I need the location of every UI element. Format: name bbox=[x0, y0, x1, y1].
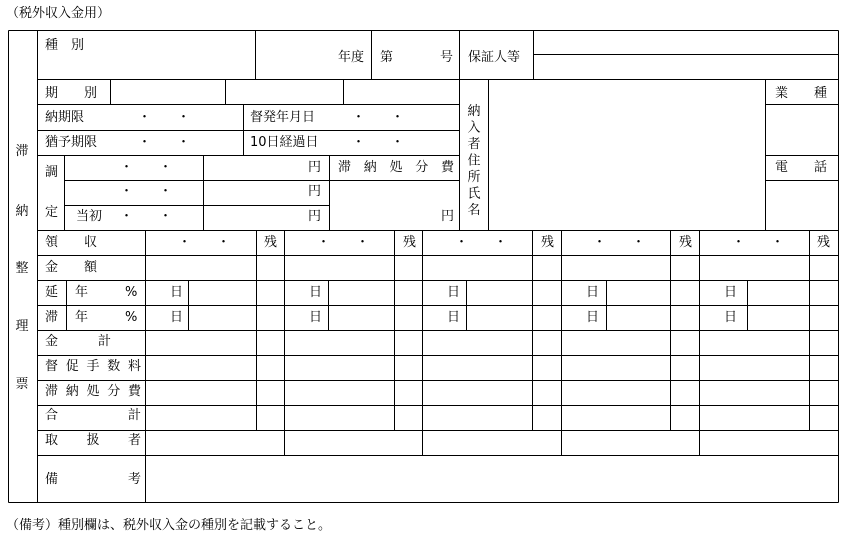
chotei-date-2: ・ ・ bbox=[120, 184, 173, 199]
ryoushu-date: ・ ・ bbox=[732, 235, 785, 250]
chotei-label-2: 定 bbox=[45, 205, 59, 220]
entai-day-label: 日 bbox=[586, 310, 600, 325]
tokusoku-date: ・ ・ bbox=[352, 110, 405, 125]
entai-label-3: 金 bbox=[45, 334, 59, 349]
kingaku-label: 金 額 bbox=[45, 260, 98, 275]
ryoushu-label: 領 収 bbox=[45, 235, 98, 250]
yuuyo-date: ・ ・ bbox=[138, 135, 191, 150]
vertical-title-char-1: 滞 bbox=[15, 144, 29, 159]
nounyusha-label-char: 住 bbox=[467, 153, 481, 169]
entai-rate-percent-1: % bbox=[125, 285, 138, 300]
gou-label: 号 bbox=[440, 50, 454, 65]
zan-label: 残 bbox=[541, 235, 555, 250]
entai-label-1: 延 bbox=[45, 285, 59, 300]
chotei-yen-1: 円 bbox=[308, 160, 322, 175]
entai-rate-year-1: 年 bbox=[75, 285, 89, 300]
entai-day-label: 日 bbox=[724, 285, 738, 300]
zan-label: 残 bbox=[264, 235, 278, 250]
hoshounin-label: 保証人等 bbox=[468, 50, 521, 65]
entai-day-label: 日 bbox=[586, 285, 600, 300]
kibetsu-label: 期 別 bbox=[45, 86, 98, 101]
nendo-label: 年度 bbox=[338, 50, 365, 65]
nounyusha-label-char: 所 bbox=[467, 170, 481, 185]
noukigen-label: 納期限 bbox=[45, 110, 85, 125]
nounyusha-label bbox=[467, 103, 480, 218]
tainou-shobunhi-header: 滞納処分費 bbox=[338, 160, 454, 175]
entai-kei-label: 計 bbox=[98, 334, 112, 349]
chotei-label-1: 調 bbox=[45, 165, 59, 180]
entai-day-label: 日 bbox=[170, 285, 184, 300]
nounyusha-label-char: 納 bbox=[467, 104, 481, 119]
touhatsu-date: ・ ・ bbox=[120, 209, 173, 224]
keika-label: 10日経過日 bbox=[250, 135, 319, 150]
chotei-yen-3: 円 bbox=[308, 209, 322, 224]
noukigen-date: ・ ・ bbox=[138, 110, 191, 125]
ryoushu-date: ・ ・ bbox=[178, 235, 231, 250]
vertical-title bbox=[15, 143, 28, 392]
form-grid-lines bbox=[9, 31, 839, 503]
bikou-label: 備 考 bbox=[45, 472, 141, 487]
chotei-yen-2: 円 bbox=[308, 184, 322, 199]
gyoushu-label: 業 種 bbox=[775, 86, 828, 101]
entai-rate-percent-2: % bbox=[125, 310, 138, 325]
vertical-title-char-5: 票 bbox=[15, 377, 29, 392]
dai-label: 第 bbox=[380, 50, 394, 65]
zan-label: 残 bbox=[817, 235, 831, 250]
touhatsu-label: 当初 bbox=[76, 209, 103, 224]
entai-rate-year-2: 年 bbox=[75, 310, 89, 325]
nounyusha-label-char: 者 bbox=[467, 137, 481, 152]
tokusoku-tesuryo-label: 督促手数料 bbox=[45, 359, 141, 374]
ryoushu-date: ・ ・ bbox=[593, 235, 646, 250]
ryoushu-date: ・ ・ bbox=[317, 235, 370, 250]
zan-label: 残 bbox=[679, 235, 693, 250]
entai-day-label: 日 bbox=[447, 310, 461, 325]
zan-label: 残 bbox=[403, 235, 417, 250]
entai-day-label: 日 bbox=[724, 310, 738, 325]
entai-day-label: 日 bbox=[309, 285, 323, 300]
chotei-date-1: ・ ・ bbox=[120, 160, 173, 175]
entai-day-label: 日 bbox=[309, 310, 323, 325]
tokusoku-label: 督発年月日 bbox=[250, 110, 316, 125]
vertical-title-char-2: 納 bbox=[15, 204, 29, 219]
shobunhi-label: 滞納処分費 bbox=[45, 384, 141, 399]
entai-day-label: 日 bbox=[447, 285, 461, 300]
nounyusha-label-char: 入 bbox=[467, 120, 481, 136]
goukei-label: 合 計 bbox=[45, 408, 141, 423]
keika-date: ・ ・ bbox=[352, 135, 405, 150]
page-header-note: （税外収入金用） bbox=[6, 6, 111, 21]
yuuyo-label: 猶予期限 bbox=[45, 135, 98, 150]
vertical-title-char-4: 理 bbox=[15, 319, 29, 334]
toriatsukai-label: 取扱者 bbox=[45, 433, 141, 448]
denwa-label: 電 話 bbox=[775, 160, 828, 175]
syubetsu-label: 種 別 bbox=[45, 38, 85, 53]
entai-day-label: 日 bbox=[170, 310, 184, 325]
nounyusha-label-char: 氏 bbox=[467, 186, 481, 202]
ryoushu-date: ・ ・ bbox=[455, 235, 508, 250]
nounyusha-label-char: 名 bbox=[467, 203, 481, 218]
tainou-shobunhi-yen: 円 bbox=[441, 209, 455, 224]
vertical-title-char-3: 整 bbox=[15, 261, 29, 276]
page-footer-note: （備考）種別欄は、税外収入金の種別を記載すること。 bbox=[6, 518, 332, 533]
entai-label-2: 滞 bbox=[45, 310, 59, 325]
